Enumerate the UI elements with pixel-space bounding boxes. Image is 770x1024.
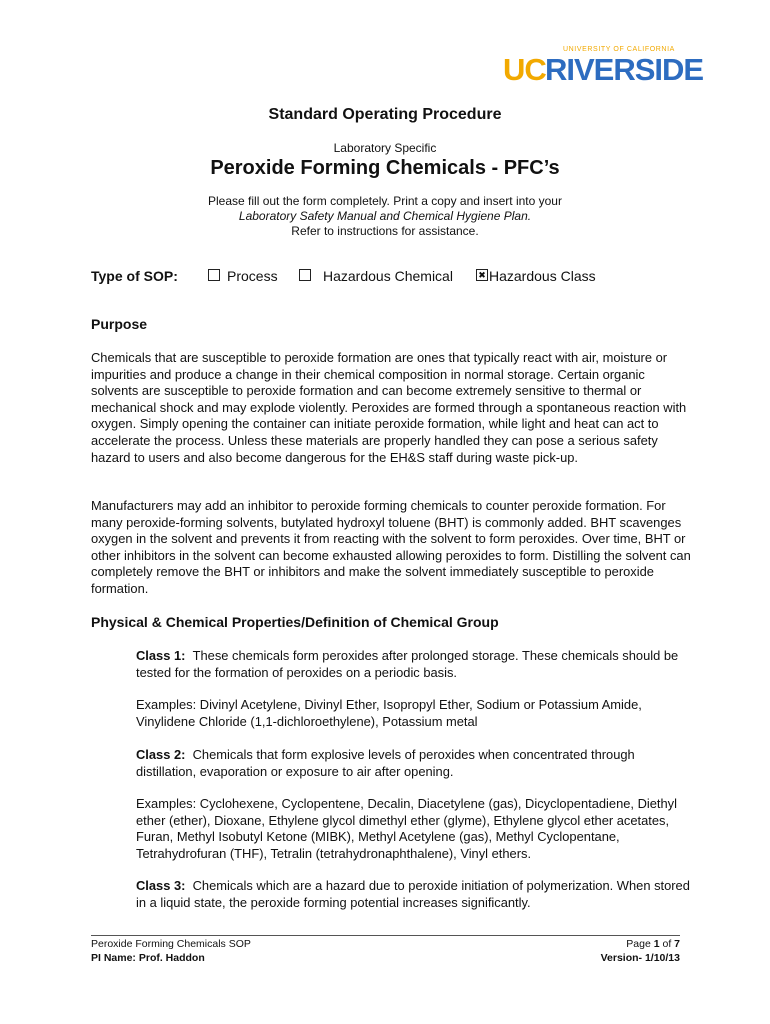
page-title: Peroxide Forming Chemicals - PFC’s <box>210 157 560 179</box>
class2-examples: Examples: Cyclohexene, Cyclopentene, Decalin, Diacetylene (gas), Dicyclopentadiene, Diethyl ether (ether), Dioxane, Ethylene glycol dimethyl ether (glyme), Ethylene glycol ether acetates, Furan, Methyl Isobutyl Ketone (MIBK), Methyl Acetylene (gas), Methyl Cyclopentane, Tetrahydrofuran (THF), Tetralin (tetrahydronaphthalene), Vinyl ethers. <box>136 796 677 861</box>
class2-description <box>136 747 696 780</box>
page-total: 7 <box>674 938 680 950</box>
hazardous-class-checkbox[interactable]: ✖ <box>476 269 488 281</box>
footer-version: Version- 1/10/13 <box>600 952 680 964</box>
logo-uc-text: UC <box>503 52 546 87</box>
footer-pi-name: PI Name: Prof. Haddon <box>91 952 205 964</box>
class1-examples: Examples: Divinyl Acetylene, Divinyl Ether, Isopropyl Ether, Sodium or Potassium Amide, Vinylidene Chloride (1,1-dichloroethylene), Potassium metal <box>136 697 642 729</box>
instruction-line-3: Refer to instructions for assistance. <box>291 224 479 238</box>
page-current: 1 <box>653 938 660 950</box>
instruction-line-1: Please fill out the form completely. Print a copy and insert into your <box>208 194 562 208</box>
class2-label: Class 2: <box>136 747 186 762</box>
logo-university-text: UNIVERSITY OF CALIFORNIA <box>563 46 675 53</box>
class2-text: Chemicals that form explosive levels of peroxides when concentrated through distillation, evaporation or exposure to air after opening. <box>136 747 635 779</box>
sop-title: Standard Operating Procedure <box>268 106 502 123</box>
hazardous-chemical-checkbox-label: Hazardous Chemical <box>323 268 453 284</box>
logo-riverside-text: RIVERSIDE <box>545 52 704 87</box>
footer-divider <box>91 935 680 936</box>
instruction-line-2: Laboratory Safety Manual and Chemical Hygiene Plan. <box>238 209 532 223</box>
class1-description <box>136 648 696 681</box>
properties-heading: Physical & Chemical Properties/Definition of Chemical Group <box>91 614 499 630</box>
purpose-paragraph-2: Manufacturers may add an inhibitor to peroxide forming chemicals to counter peroxide formation. For many peroxide-forming solvents, butylated hydroxyl toluene (BHT) is commonly added. BHT scavenges oxygen in the solvent and prevents it from reacting with the solvent to form peroxides. Over time, BHT or other inhibitors in the solvent can become exhausted allowing peroxides to form. Distilling the solvent can completely remove the BHT or inhibitors and make the solvent immediately susceptible to peroxide formation. <box>91 498 691 596</box>
footer-doc-name: Peroxide Forming Chemicals SOP <box>91 938 251 950</box>
class1-text: These chemicals form peroxides after prolonged storage. These chemicals should be tested for the formation of peroxides on a periodic basis. <box>136 648 679 680</box>
page-prefix: Page <box>626 938 654 950</box>
process-checkbox-label: Process <box>227 268 278 284</box>
footer-page-number <box>626 938 680 950</box>
uc-riverside-logo <box>503 46 704 87</box>
hazardous-class-checkbox-label: Hazardous Class <box>489 268 596 284</box>
class1-label: Class 1: <box>136 648 186 663</box>
page-of: of <box>659 938 675 950</box>
sop-type-row <box>91 268 691 288</box>
sop-type-label: Type of SOP: <box>91 268 178 284</box>
process-checkbox[interactable] <box>208 269 220 281</box>
hazardous-chemical-checkbox[interactable] <box>299 269 311 281</box>
purpose-heading: Purpose <box>91 316 148 332</box>
class3-text: Chemicals which are a hazard due to peroxide initiation of polymerization. When stored in a liquid state, the peroxide forming potential increases significantly. <box>136 878 690 910</box>
class3-label: Class 3: <box>136 878 186 893</box>
purpose-paragraph-1: Chemicals that are susceptible to peroxide formation are ones that typically react with air, moisture or impurities and produce a change in their chemical composition in normal storage. Certain organic solvents are susceptible to peroxide formation and can become extremely sensitive to thermal or mechanical shock and may explode violently. Peroxides are formed through a spontaneous reaction with oxygen. Simply opening the container can initiate peroxide formation, while light and heat can act to accelerate the process. Unless these materials are properly handled they can pose a serious safety hazard to users and also become dangerous for the EH&S staff during waste pick-up. <box>91 350 687 465</box>
class3-description <box>136 878 696 911</box>
lab-specific-subtitle: Laboratory Specific <box>333 141 437 155</box>
